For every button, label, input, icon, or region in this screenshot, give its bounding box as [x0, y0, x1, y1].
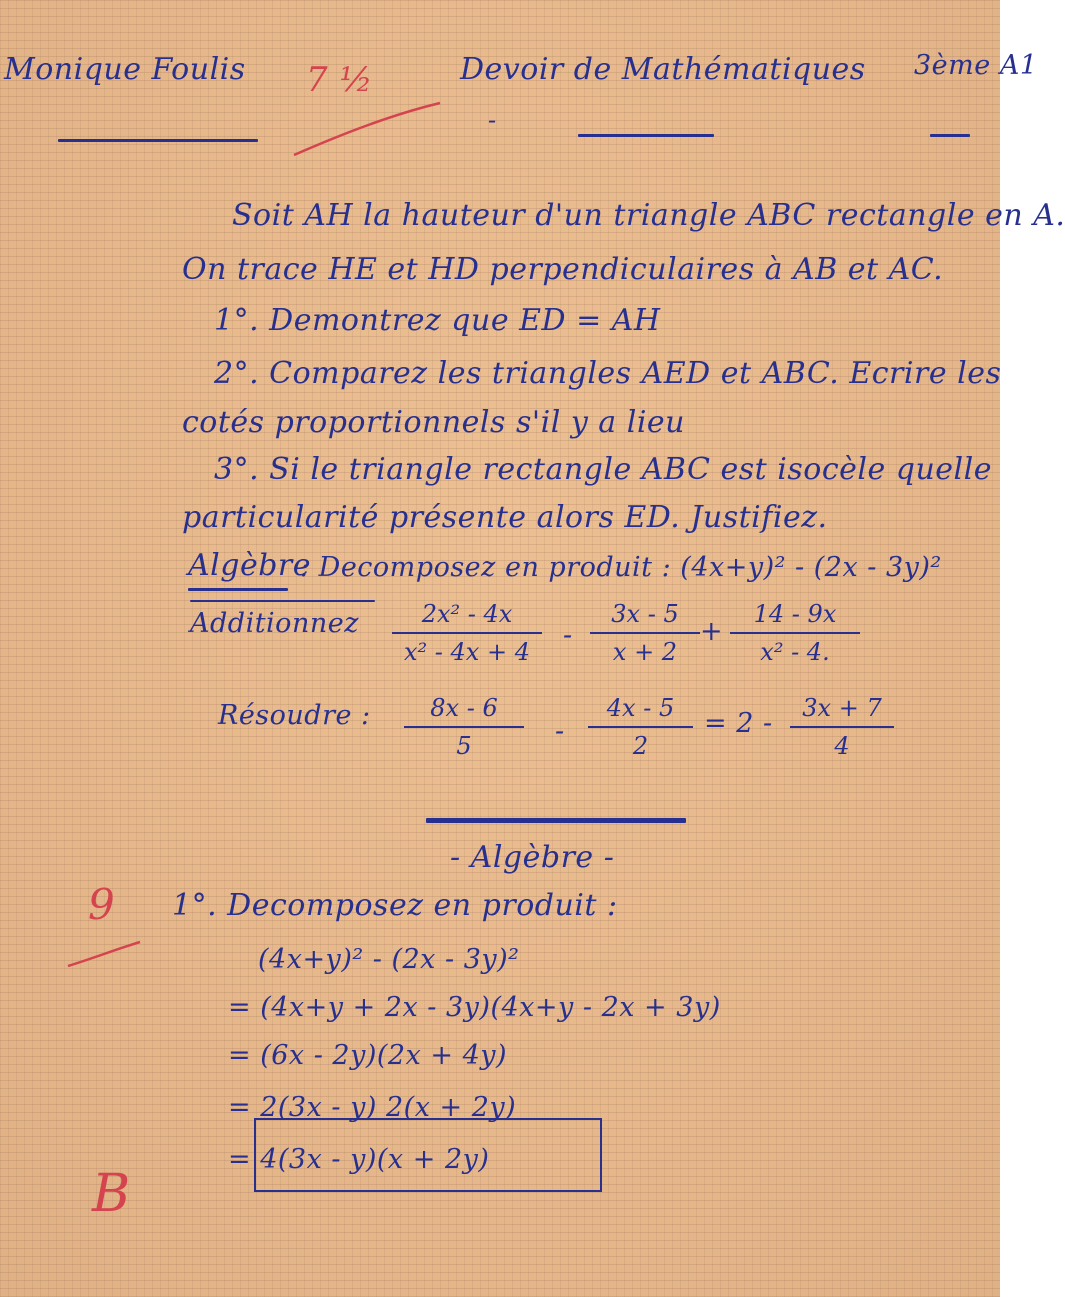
- decompose-question: : Decomposez en produit : (4x+y)² - (2x - 3y)²: [300, 552, 942, 583]
- solve-fraction-3: [790, 694, 894, 760]
- answer-step-1: (4x+y)² - (2x - 3y)²: [258, 944, 520, 975]
- grade-mark: 7 ½: [306, 60, 373, 100]
- add-fraction-2: [590, 600, 700, 666]
- answer-heading: - Algèbre -: [450, 840, 615, 875]
- solve-label: Résoudre :: [218, 700, 371, 731]
- solve-fraction-3-denominator: 4: [834, 732, 850, 760]
- add-fraction-1: [392, 600, 542, 666]
- algebra-heading: Algèbre: [188, 548, 312, 583]
- final-answer-box: [254, 1118, 602, 1192]
- geometry-line-7: particularité présente alors ED. Justifiez.: [182, 500, 828, 535]
- title-underline: [578, 134, 714, 137]
- name-underline: [58, 139, 258, 142]
- answer-question-1: 1°. Decomposez en produit :: [172, 888, 618, 923]
- solve-op-1: -: [555, 716, 565, 747]
- geometry-line-3: 1°. Demontrez que ED = AH: [214, 303, 661, 338]
- assignment-title: Devoir de Mathématiques: [460, 52, 866, 87]
- solve-fraction-2: [588, 694, 693, 760]
- class-underline: [930, 134, 970, 137]
- answer-step-2: = (4x+y + 2x - 3y)(4x+y - 2x + 3y): [228, 992, 721, 1023]
- add-label-underline: [190, 600, 375, 602]
- add-op-2: +: [700, 616, 724, 647]
- geometry-line-5: cotés proportionnels s'il y a lieu: [182, 405, 685, 440]
- score-underline: [64, 930, 144, 970]
- add-fraction-3-denominator: x² - 4.: [760, 638, 830, 666]
- solve-fraction-1-numerator: 8x - 6: [430, 694, 498, 722]
- solve-fraction-3-numerator: 3x + 7: [802, 694, 882, 722]
- add-fraction-1-numerator: 2x² - 4x: [421, 600, 513, 628]
- answer-step-5: = 4(3x - y)(x + 2y): [228, 1144, 490, 1175]
- solve-fraction-2-numerator: 4x - 5: [606, 694, 675, 722]
- geometry-line-1: Soit AH la hauteur d'un triangle ABC rectangle en A.: [232, 198, 1065, 233]
- solve-fraction-1-denominator: 5: [456, 732, 472, 760]
- score-mark: 9: [88, 880, 116, 929]
- section-divider: [426, 818, 686, 823]
- solve-fraction-1: [404, 694, 524, 760]
- class-label: 3ème A1: [914, 50, 1038, 81]
- add-fraction-3: [730, 600, 860, 666]
- add-fraction-3-numerator: 14 - 9x: [753, 600, 837, 628]
- algebra-heading-underline: [188, 588, 288, 591]
- geometry-line-6: 3°. Si le triangle rectangle ABC est isocèle quelle: [214, 452, 992, 487]
- add-fraction-1-denominator: x² - 4x + 4: [404, 638, 530, 666]
- answer-step-4: = 2(3x - y) 2(x + 2y): [228, 1092, 517, 1123]
- geometry-line-4: 2°. Comparez les triangles AED et ABC. Ecrire les: [214, 356, 1002, 391]
- student-name: Monique Foulis: [4, 52, 246, 87]
- add-fraction-2-numerator: 3x - 5: [611, 600, 679, 628]
- answer-step-3: = (6x - 2y)(2x + 4y): [228, 1040, 508, 1071]
- title-dash: -: [488, 106, 497, 134]
- grade-underline: [290, 95, 450, 165]
- solve-fraction-2-denominator: 2: [632, 732, 649, 760]
- add-fraction-2-denominator: x + 2: [612, 638, 678, 666]
- geometry-line-2: On trace HE et HD perpendiculaires à AB et AC.: [182, 252, 944, 287]
- solve-op-2: = 2 -: [704, 708, 773, 739]
- add-op-1: -: [563, 620, 573, 651]
- grade-letter: B: [92, 1164, 131, 1224]
- add-label: Additionnez: [190, 608, 359, 639]
